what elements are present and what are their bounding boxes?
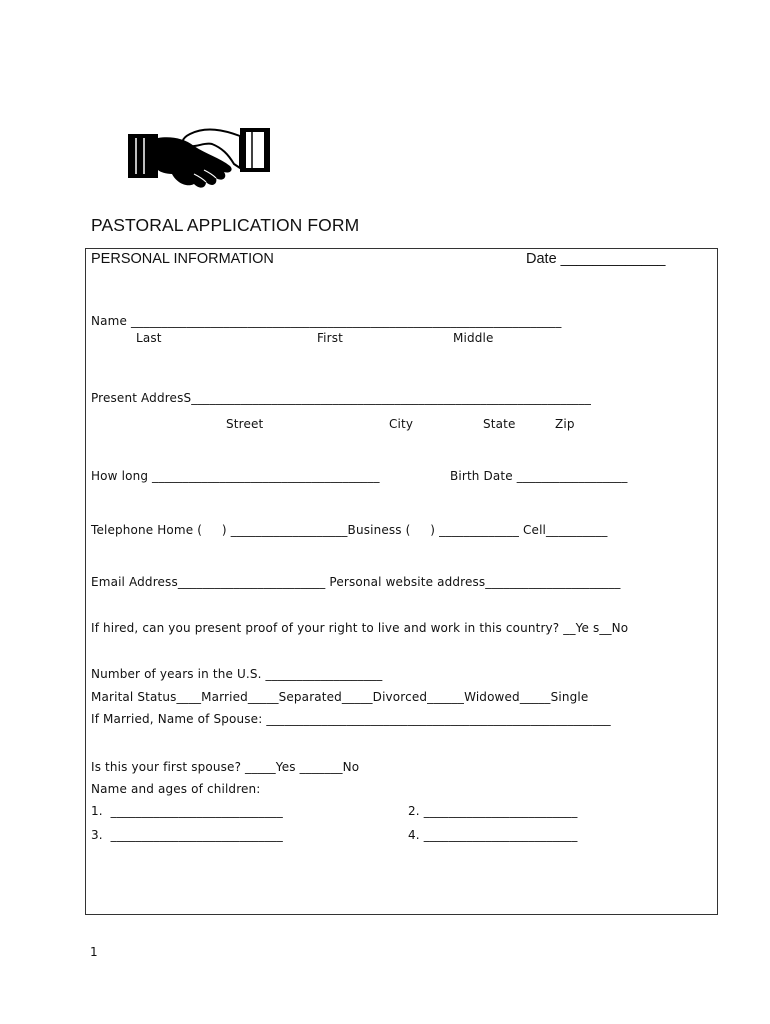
date-field[interactable]: Date _____________	[526, 251, 666, 267]
section-title: PERSONAL INFORMATION	[91, 251, 274, 267]
address-sub-zip: Zip	[555, 417, 575, 431]
name-sub-last: Last	[136, 331, 162, 345]
address-sub-street: Street	[226, 417, 264, 431]
spouse-name-field[interactable]: If Married, Name of Spouse: ________________________________________________________	[91, 712, 611, 726]
telephone-field[interactable]: Telephone Home ( ) ___________________Business ( ) _____________ Cell__________	[91, 523, 608, 537]
child-4-field[interactable]: 4. _________________________	[408, 828, 578, 842]
name-sub-middle: Middle	[453, 331, 494, 345]
children-label: Name and ages of children:	[91, 782, 261, 796]
name-sub-first: First	[317, 331, 344, 345]
birth-date-field[interactable]: Birth Date __________________	[450, 469, 628, 483]
how-long-field[interactable]: How long _____________________________________	[91, 469, 380, 483]
handshake-icon	[124, 124, 274, 194]
page-number: 1	[90, 945, 98, 959]
first-spouse-field[interactable]: Is this your first spouse? _____Yes _______No	[91, 760, 360, 774]
child-3-field[interactable]: 3. ____________________________	[91, 828, 283, 842]
name-field[interactable]: Name ______________________________________________________________________	[91, 314, 562, 328]
address-sub-state: State	[483, 417, 516, 431]
child-2-field[interactable]: 2. _________________________	[408, 804, 578, 818]
child-1-field[interactable]: 1. ____________________________	[91, 804, 283, 818]
years-in-us-field[interactable]: Number of years in the U.S. ___________________	[91, 667, 383, 681]
address-field[interactable]: Present AddresS_________________________________________________________________	[91, 391, 591, 405]
proof-right-to-work-field[interactable]: If hired, can you present proof of your right to live and work in this country? __Ye s__No	[91, 621, 629, 635]
address-sub-city: City	[389, 417, 414, 431]
marital-status-field[interactable]: Marital Status____Married_____Separated_____Divorced______Widowed_____Single	[91, 690, 589, 704]
form-title: PASTORAL APPLICATION FORM	[91, 215, 360, 235]
email-website-field[interactable]: Email Address________________________ Personal website address______________________	[91, 575, 621, 589]
